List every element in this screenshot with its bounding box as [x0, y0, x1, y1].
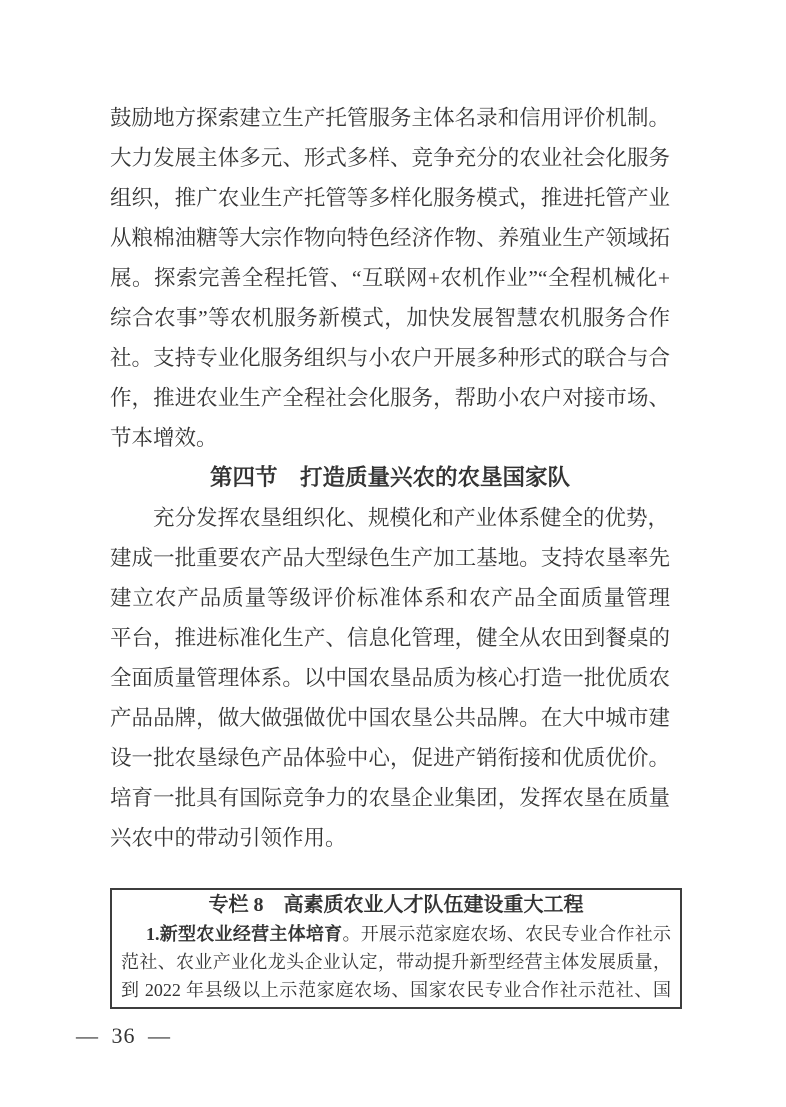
box-text-line	[121, 920, 671, 948]
text-line: 建成一批重要农产品大型绿色生产加工基地。支持农垦率先	[110, 546, 670, 570]
text-line: 设一批农垦绿色产品体验中心，促进产销衔接和优质优价。	[110, 746, 670, 770]
text-line: 组织，推广农业生产托管等多样化服务模式，推进托管产业	[110, 186, 670, 210]
text-line: 大力发展主体多元、形式多样、竞争充分的农业社会化服务	[110, 146, 670, 170]
text-line: 全面质量管理体系。以中国农垦品质为核心打造一批优质农	[110, 666, 670, 690]
box-lead-rest: 。开展示范家庭农场、农民专业合作社示	[342, 924, 672, 944]
text-line: 兴农中的带动引领作用。	[110, 826, 347, 850]
section-heading: 第四节 打造质量兴农的农垦国家队	[209, 465, 570, 490]
text-line: 从粮棉油糖等大宗作物向特色经济作物、养殖业生产领域拓	[110, 226, 670, 250]
text-line: 产品品牌，做大做强做优中国农垦公共品牌。在大中城市建	[110, 706, 670, 730]
text-line: 节本增效。	[110, 426, 218, 450]
text-line: 培育一批具有国际竞争力的农垦企业集团，发挥农垦在质量	[110, 786, 670, 810]
box-text-line: 到 2022 年县级以上示范家庭农场、国家农民专业合作社示范社、国	[121, 980, 671, 1000]
text-line: 作，推进农业生产全程社会化服务，帮助小农户对接市场、	[110, 386, 670, 410]
column-box-title: 专栏 8 高素质农业人才队伍建设重大工程	[208, 894, 584, 916]
paragraph-socialized-services	[110, 98, 670, 458]
column-box-8	[110, 888, 682, 1009]
box-text-line: 范社、农业产业化龙头企业认定，带动提升新型经营主体发展质量，	[121, 952, 671, 972]
paragraph-nongken-quality	[110, 498, 670, 858]
text-line: 平台，推进标准化生产、信息化管理，健全从农田到餐桌的	[110, 626, 670, 650]
text-line: 建立农产品质量等级评价标准体系和农产品全面质量管理	[110, 586, 670, 610]
text-line: 充分发挥农垦组织化、规模化和产业体系健全的优势，	[153, 506, 670, 530]
page-content	[110, 98, 670, 1009]
box-lead-bold: 1.新型农业经营主体培育	[146, 924, 343, 944]
text-line: 社。支持专业化服务组织与小农户开展多种形式的联合与合	[110, 346, 670, 370]
text-line: 鼓励地方探索建立生产托管服务主体名录和信用评价机制。	[110, 106, 670, 130]
text-line: 展。探索完善全程托管、“互联网+农机作业”“全程机械化+	[110, 266, 670, 290]
page-number: — 36 —	[76, 1023, 171, 1048]
text-line: 综合农事”等农机服务新模式，加快发展智慧农机服务合作	[110, 306, 670, 330]
